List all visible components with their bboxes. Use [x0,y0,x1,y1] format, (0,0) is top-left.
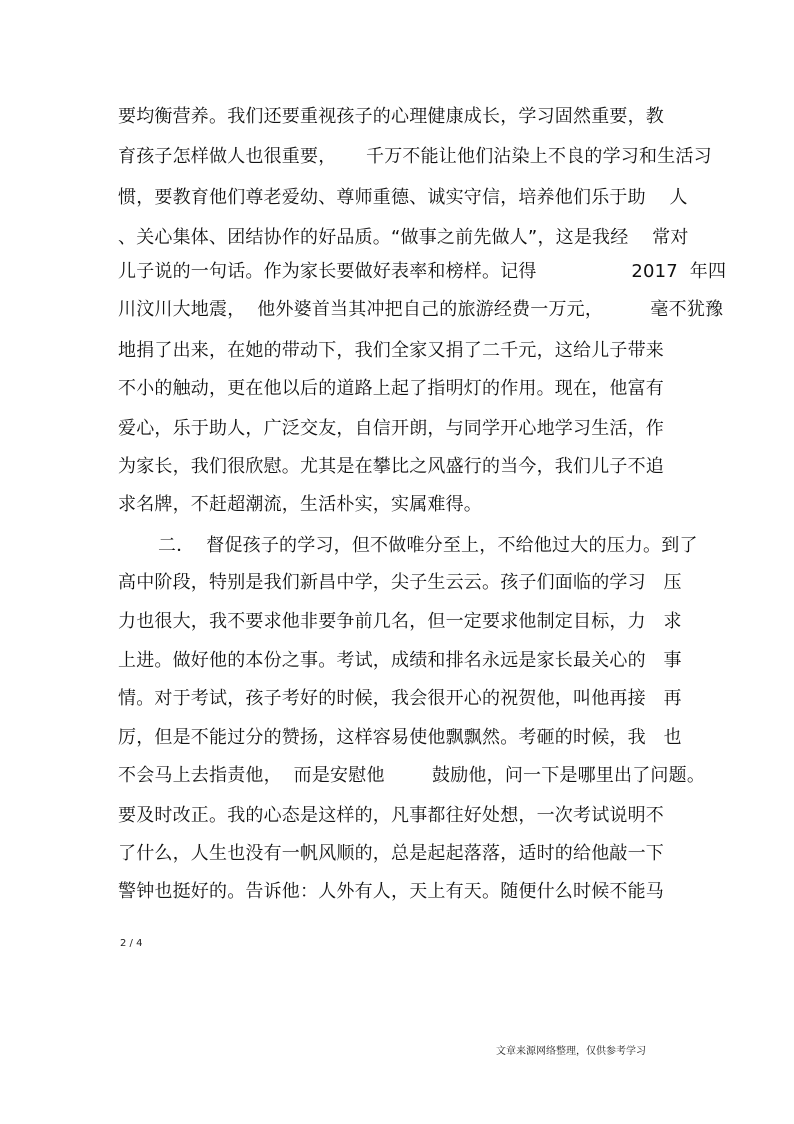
body-line: 不小的触动，更在他以后的道路上起了指明灯的作用。现在，他富有 [118,378,664,399]
footer-note: 文章来源网络整理，仅供参考学习 [496,1046,646,1057]
body-line: 要均衡营养。我们还要重视孩子的心理健康成长，学习固然重要，教 [118,106,664,127]
body-line: 、关心集体、团结协作的好品质。“做事之前先做人”，这是我经 常对 [118,227,689,248]
body-line: 高中阶段，特别是我们新昌中学，尖子生云云。孩子们面临的学习 压 [118,572,682,593]
body-line: 上进。做好他的本份之事。考试，成绩和排名永远是家长最关心的 事 [118,650,682,671]
body-line: 惯，要教育他们尊老爱幼、尊师重德、诚实守信，培养他们乐于助 人 [118,187,688,208]
body-line: 地捐了出来，在她的带动下，我们全家又捐了二千元，这给儿子带来 [118,340,664,361]
page-number: 2 / 4 [120,938,143,949]
body-line: 求名牌，不赶超潮流，生活朴实，实属难得。 [118,494,482,515]
body-line: 不会马上去指责他， 而是安慰他 鼓励他，问一下是哪里出了问题。 [118,765,706,786]
body-line: 爱心，乐于助人，广泛交友，自信开朗，与同学开心地学习生活，作 [118,418,664,439]
body-line: 儿子说的一句话。作为家长要做好表率和榜样。记得 2017 年四 [118,261,727,282]
body-line: 警钟也挺好的。告诉他：人外有人，天上有天。随便什么时候不能马 [118,881,664,902]
body-line: 二． 督促孩子的学习，但不做唯分至上，不给他过大的压力。到了 [158,535,698,556]
body-line: 力也很大，我不要求他非要争前几名，但一定要求他制定目标，力 求 [118,611,682,632]
body-line: 为家长，我们很欣慰。尤其是在攀比之风盛行的当今，我们儿子不追 [118,456,664,477]
body-line: 育孩子怎样做人也很重要， 千万不能让他们沾染上不良的学习和生活习 [118,146,712,167]
body-line: 川汶川大地震， 他外婆首当其冲把自己的旅游经费一万元， 毫不犹豫 [118,299,724,320]
body-line: 情。对于考试，孩子考好的时候，我会很开心的祝贺他，叫他再接 再 [118,688,682,709]
body-line: 要及时改正。我的心态是这样的，凡事都往好处想，一次考试说明不 [118,805,664,826]
body-line: 厉，但是不能过分的赞扬，这样容易使他飘飘然。考砸的时候，我 也 [118,727,682,748]
body-line: 了什么，人生也没有一帆风顺的，总是起起落落，适时的给他敲一下 [118,843,664,864]
